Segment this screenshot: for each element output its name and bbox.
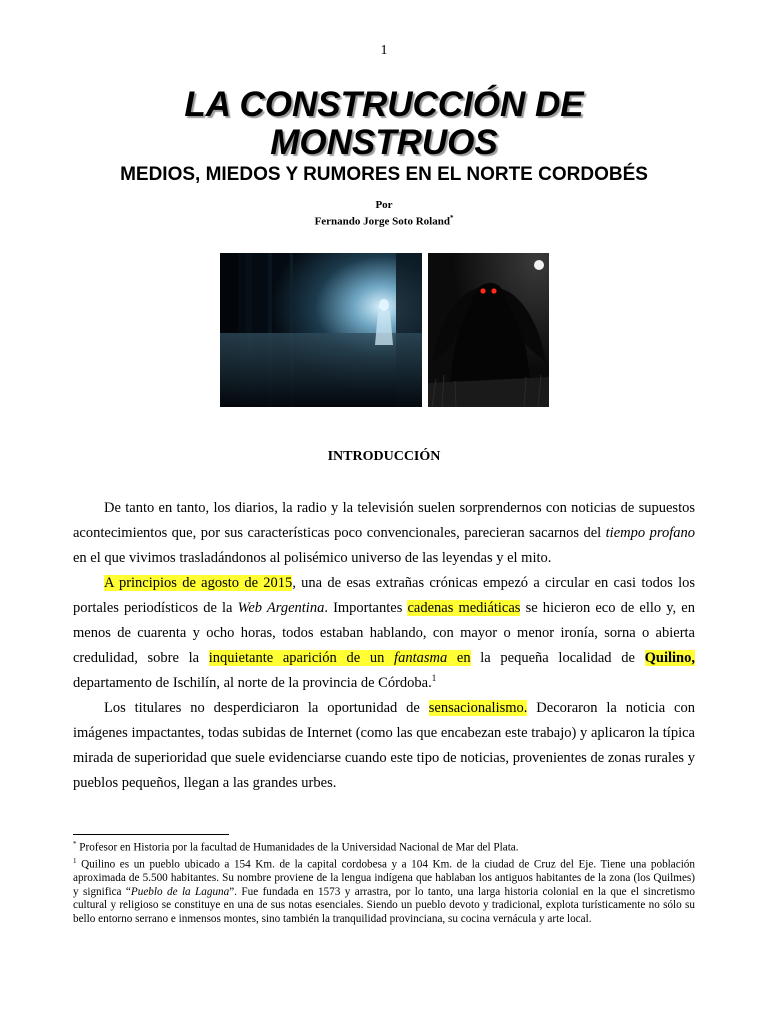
- title-line-1: LA CONSTRUCCIÓN DE: [184, 85, 584, 124]
- page-number: 1: [380, 43, 388, 58]
- footnote-1-text-1: Quilino es un pueblo ubicado a 154 Km. de la capital cordobesa y a 104 Km. de la ciudad de Cruz del Eje. Tiene una población aproximada de 5.500 habitantes. Su nombre proviene de la lengua indígena que hablaban los antiguos habitantes de la zona (los Quilmes) y significa “: [73, 858, 695, 898]
- author-line: [0, 212, 768, 229]
- paragraph-2: [73, 571, 695, 696]
- highlight-cadenas-mediaticas: cadenas mediáticas: [407, 600, 521, 616]
- footnote-ref-1[interactable]: 1: [431, 673, 437, 684]
- byline: [0, 199, 768, 229]
- by-label: Por: [375, 199, 393, 211]
- author-footnote-mark: *: [449, 214, 454, 222]
- p2-text-4: la pequeña localidad de: [470, 650, 645, 666]
- section-heading: INTRODUCCIÓN: [327, 449, 441, 464]
- highlight-fantasma: fantasma: [394, 650, 448, 666]
- creature-photo: [428, 253, 549, 407]
- author-name: Fernando Jorge Soto Roland: [314, 215, 450, 228]
- document-title: [0, 86, 768, 162]
- p3-text-2: Decoraron la noticia con imágenes impactantes, todas subidas de Internet (como las que encabezan este trabajo) y aplicaron la típica mirada de superioridad que suele evidenciarse cuando este tipo de noticias, provenientes de zonas rurales y pueblos pequeños, llegan a las grandes urbes.: [73, 700, 695, 791]
- highlight-sensacionalismo: sensacionalismo.: [428, 700, 528, 716]
- p1-text-1: De tanto en tanto, los diarios, la radio y la televisión suelen sorprendernos con noticias de supuestos acontecimientos que, por sus características poco convencionales, parecieran sacarnos del: [73, 500, 695, 541]
- p3-text-1: Los titulares no desperdiciaron la oportunidad de: [104, 700, 429, 716]
- highlight-en: en: [447, 650, 471, 666]
- title-line-2: MONSTRUOS: [270, 123, 498, 162]
- p2-text-2: . Importantes: [324, 600, 408, 616]
- footnote-author: [73, 838, 695, 855]
- p2-italic-web-argentina: Web Argentina: [237, 600, 325, 616]
- p2-text-5: departamento de Ischilín, al norte de la provincia de Córdoba.: [73, 675, 432, 691]
- highlight-date: A principios de agosto de 2015: [104, 575, 293, 591]
- footnote-1-italic: Pueblo de la Laguna: [130, 885, 230, 898]
- paragraph-3: [73, 696, 695, 796]
- highlight-quilino: Quilino,: [644, 650, 695, 666]
- document-subtitle: MEDIOS, MIEDOS Y RUMORES EN EL NORTE CORDOBÉS: [120, 164, 648, 185]
- footnote-author-mark: *: [73, 840, 77, 848]
- winged-creature-image: [428, 253, 549, 407]
- p2-text-1: , una de esas extrañas crónicas empezó a circular en casi todos los portales periodísticos de la: [73, 575, 695, 616]
- body-text: [73, 496, 695, 796]
- footnote-1: [73, 855, 695, 926]
- forest-ghost-image: [220, 253, 422, 407]
- highlight-aparicion-text: inquietante aparición de un: [208, 650, 395, 666]
- p1-text-2: en el que vivimos trasladándonos al polisémico universo de las leyendas y el mito.: [73, 550, 552, 566]
- footnote-separator: [73, 834, 229, 835]
- p2-text-3: se hicieron eco de ello y, en menos de cuarenta y ocho horas, todos estaban hablando, con mayor o menor ironía, sorna o abierta credulidad, sobre la: [73, 600, 695, 666]
- footnote-1-mark: 1: [73, 857, 77, 866]
- footnote-author-text: Profesor en Historia por la facultad de Humanidades de la Universidad Nacional de Mar del Plata.: [76, 841, 519, 854]
- p1-italic-tiempo-profano: tiempo profano: [605, 525, 695, 541]
- highlight-aparicion: [209, 650, 471, 666]
- footnotes: [73, 838, 695, 926]
- forest-ghost-photo: [220, 253, 422, 407]
- paragraph-1: [73, 496, 695, 571]
- footnote-1-text-2: ”. Fue fundada en 1573 y arrastra, por lo tanto, una larga historia colonial en la que el sincretismo cultural y religioso se constituye en una de sus notas esenciales. Siendo un pueblo devoto y tradicional, explota turísticamente no sólo su bello entorno serrano e inmensos montes, sino también la tranquilidad provinciana, su cocina vernácula y arte local.: [73, 885, 695, 925]
